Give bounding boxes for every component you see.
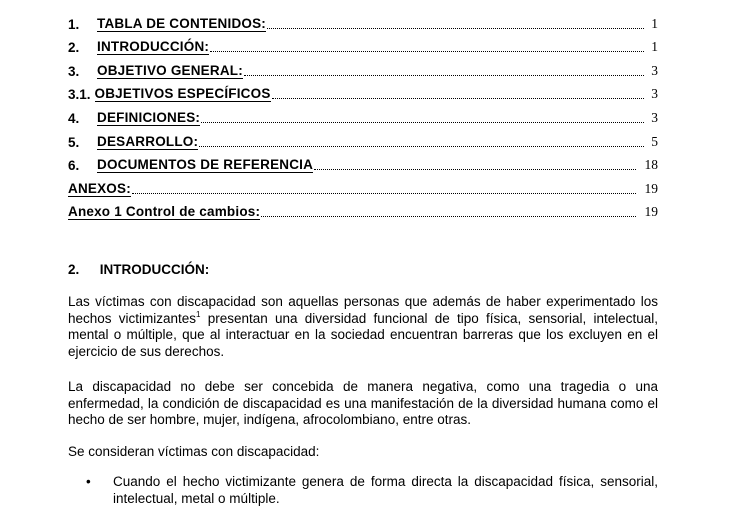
toc-entry[interactable] [68,197,658,221]
toc-entry-title[interactable]: DEFINICIONES: [97,109,201,125]
toc-dot-leader [201,121,644,123]
paragraph-text: Las víctimas con discapacidad son aquellas personas que además de haber experimentado los hechos victimizantes [68,294,658,326]
toc-entry-title[interactable]: OBJETIVOS ESPECÍFICOS [94,86,271,102]
toc-dot-leader [261,215,636,217]
toc-entry-title[interactable]: INTRODUCCIÓN: [97,39,210,55]
toc-entry-title[interactable]: ANEXOS: [68,180,131,196]
toc-entry[interactable] [68,8,658,32]
toc-dot-leader [272,97,644,99]
toc-entry-page: 1 [651,15,658,31]
toc-dot-leader [314,168,636,170]
toc-entry-number: 5. [68,134,80,150]
paragraph-text: presentan una diversidad funcional de tipo física, sensorial, intelectual, mental o múltiple, que al interactuar en la sociedad encuentran barreras que los excluyen en el ejercicio de sus derechos. [68,310,658,359]
body-paragraph [68,294,658,360]
toc-entry-title[interactable]: Anexo 1 Control de cambios: [68,204,261,220]
toc-entry[interactable] [68,55,658,79]
toc-entry-title[interactable]: OBJETIVO GENERAL: [97,62,243,78]
bullet-icon: • [86,474,91,489]
toc-dot-leader [199,145,644,147]
toc-entry[interactable] [68,79,658,103]
toc-entry-page: 18 [644,157,658,173]
toc-entry[interactable] [68,102,658,126]
toc-entry-number: 4. [68,110,80,126]
body-paragraph: Se consideran víctimas con discapacidad: [68,444,320,459]
toc-entry-title[interactable]: DESARROLLO: [97,133,199,149]
toc-entry-page: 1 [651,39,658,55]
toc-entry-page: 19 [644,204,658,220]
toc-dot-leader [244,74,644,76]
section-heading [68,262,209,277]
footnote-reference[interactable]: 1 [196,309,201,319]
bullet-text: Cuando el hecho victimizante genera de forma directa la discapacidad física, sensorial, intelectual, metal o múltiple. [113,474,658,506]
toc-entry-number: 3. [68,63,80,79]
bullet-list-item [86,474,658,507]
toc-dot-leader [210,50,644,52]
body-paragraph: La discapacidad no debe ser concebida de manera negativa, como una tragedia o una enfermedad, la condición de discapacidad es una manifestación de la diversidad humana como el hecho de ser hombre, mujer, indígena, afrocolombiano, entre otras. [68,379,658,428]
toc-entry-page: 3 [651,109,658,125]
toc-entry-number: 6. [68,158,80,174]
toc-entry-title[interactable]: DOCUMENTOS DE REFERENCIA [97,157,314,173]
toc-entry-title[interactable]: TABLA DE CONTENIDOS: [97,15,266,31]
section-number: 2. [68,262,80,277]
toc-entry-number: 1. [68,16,80,32]
toc-entry-page: 5 [651,133,658,149]
section-title: INTRODUCCIÓN: [99,262,210,277]
toc-dot-leader [132,192,636,194]
toc-dot-leader [267,27,644,29]
toc-entry-page: 3 [651,62,658,78]
toc-entry[interactable] [68,150,658,174]
toc-entry-page: 3 [651,86,658,102]
toc-entry-page: 19 [644,180,658,196]
toc-entry-number: 2. [68,40,80,56]
toc-entry[interactable] [68,126,658,150]
table-of-contents [68,8,658,220]
toc-entry-number: 3.1. [68,87,91,103]
toc-entry[interactable] [68,173,658,197]
toc-entry[interactable] [68,32,658,56]
